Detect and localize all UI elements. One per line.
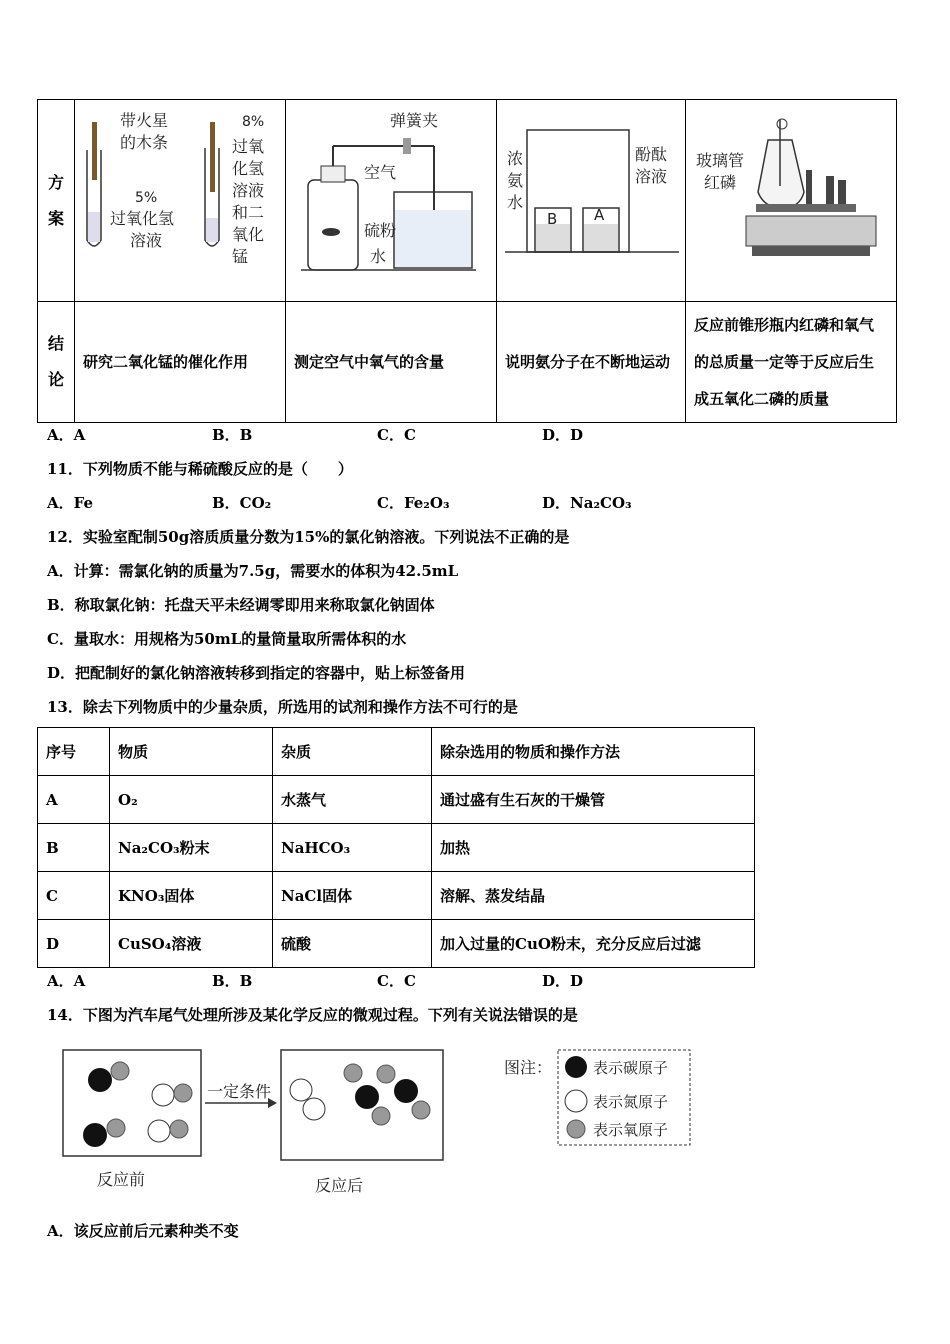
spring-clamp [403, 138, 411, 154]
table-cell: 加热 [432, 824, 755, 872]
conclusion-b: 测定空气中氧气的含量 [286, 302, 497, 423]
conical-flask [758, 140, 804, 208]
reaction-diagram [55, 1040, 715, 1205]
q10-row-header-plan [38, 100, 75, 302]
figure-label: 带火星 [120, 111, 169, 130]
figure-label: B [547, 210, 558, 228]
table-row [38, 920, 755, 968]
legend-item: 表示碳原子 [593, 1059, 669, 1077]
q13-table [37, 727, 755, 968]
header-char: 方 [47, 172, 64, 192]
table-cell: Na₂CO₃粉末 [110, 824, 273, 872]
balloon [777, 119, 787, 129]
q11-option-a[interactable]: A．Fe [47, 494, 94, 512]
table-cell: 水蒸气 [273, 776, 432, 824]
catalyst-experiment-figure [75, 100, 285, 297]
q10-figure-b [286, 100, 497, 302]
table-row [38, 824, 755, 872]
q13-option-a[interactable]: A．A [47, 972, 86, 990]
condition-label: 一定条件 [207, 1082, 272, 1101]
liquid [206, 218, 218, 242]
q12-option-d[interactable]: D．把配制好的氯化钠溶液转移到指定的容器中，贴上标签备用 [47, 664, 466, 682]
carbon-legend-icon [565, 1056, 587, 1078]
gas-bottle [308, 180, 358, 270]
figure-label: 溶液 [130, 231, 163, 250]
figure-label: A [594, 206, 605, 224]
figure-label: 溶液 [635, 167, 668, 186]
table-cell: KNO₃固体 [110, 872, 273, 920]
liquid-a [584, 224, 618, 251]
q12-option-b[interactable]: B．称取氯化钠：托盘天平未经调零即用来称取氯化钠固体 [47, 596, 435, 614]
balance-base [746, 216, 876, 246]
weight [826, 176, 834, 204]
table-cell: O₂ [110, 776, 273, 824]
combustion-spoon [322, 228, 340, 236]
figure-label: 溶液 [232, 181, 265, 200]
legend-item: 表示氮原子 [593, 1093, 669, 1111]
table-cell: 溶解、蒸发结晶 [432, 872, 755, 920]
figure-label: 空气 [364, 163, 397, 182]
table-cell: A [38, 776, 110, 824]
weight [806, 170, 812, 204]
oxygen-atom [170, 1120, 188, 1138]
oxygen-atom [372, 1107, 390, 1125]
q11-option-d[interactable]: D．Na₂CO₃ [542, 494, 632, 512]
table-cell: D [38, 920, 110, 968]
q10-figure-a [75, 100, 286, 302]
q13-option-c[interactable]: C．C [377, 972, 416, 990]
oxygen-atom [344, 1064, 362, 1082]
balance-foot [752, 246, 870, 256]
col-header: 物质 [110, 728, 273, 776]
figure-label: 酚酞 [635, 145, 668, 164]
before-box [63, 1050, 201, 1156]
q10-table [37, 99, 897, 423]
figure-label: 氧化 [232, 225, 265, 244]
legend-item: 表示氧原子 [593, 1121, 669, 1139]
oxygen-legend-icon [567, 1120, 585, 1138]
table-cell: CuSO₄溶液 [110, 920, 273, 968]
q14-option-a[interactable]: A．该反应前后元素种类不变 [47, 1222, 239, 1240]
table-cell: 加入过量的CuO粉末，充分反应后过滤 [432, 920, 755, 968]
conclusion-d: 反应前锥形瓶内红磷和氧气的总质量一定等于反应后生成五氧化二磷的质量 [686, 302, 897, 423]
wood-stick [92, 122, 97, 180]
oxygen-atom [174, 1084, 192, 1102]
figure-label: 玻璃管 [696, 151, 745, 170]
q10-option-b[interactable]: B．B [212, 426, 253, 444]
nitrogen-legend-icon [565, 1090, 587, 1112]
weight [838, 180, 846, 204]
figure-label: 锰 [232, 247, 249, 266]
carbon-atom [88, 1068, 112, 1092]
water [395, 210, 471, 267]
table-row [38, 872, 755, 920]
oxygen-atom [111, 1062, 129, 1080]
balance-beam [756, 204, 856, 212]
col-header: 杂质 [273, 728, 432, 776]
q12-option-a[interactable]: A．计算：需氯化钠的质量为7.5g，需要水的体积为42.5mL [47, 562, 459, 580]
figure-label: 过氧化氢 [110, 209, 175, 228]
nitrogen-atom [152, 1084, 174, 1106]
q11-option-b[interactable]: B．CO₂ [212, 494, 272, 512]
figure-label: 的木条 [120, 133, 169, 152]
table-cell: NaCl固体 [273, 872, 432, 920]
nitrogen-atom [148, 1120, 170, 1142]
q12-stem: 12．实验室配制50g溶质质量分数为15%的氯化钠溶液。下列说法不正确的是 [47, 528, 570, 546]
figure-label: 5% [135, 190, 158, 206]
figure-label: 浓 [507, 149, 524, 168]
table-header-row [38, 728, 755, 776]
q13-stem: 13．除去下列物质中的少量杂质，所选用的试剂和操作方法不可行的是 [47, 698, 518, 716]
ammonia-diffusion-figure [497, 100, 685, 297]
q14-stem: 14．下图为汽车尾气处理所涉及某化学反应的微观过程。下列有关说法错误的是 [47, 1006, 578, 1024]
nitrogen-atom [290, 1079, 312, 1101]
figure-label: 硫粉 [364, 221, 397, 240]
stopper [321, 166, 345, 182]
table-cell: 硫酸 [273, 920, 432, 968]
header-char: 结 [47, 334, 64, 353]
figure-label: 弹簧夹 [390, 111, 439, 130]
q12-option-c[interactable]: C．量取水：用规格为50mL的量筒量取所需体积的水 [47, 630, 407, 648]
wood-stick [210, 122, 215, 192]
q10-figure-d [686, 100, 897, 302]
liquid-b [536, 224, 570, 251]
legend-title: 图注： [504, 1058, 553, 1077]
table-row [38, 776, 755, 824]
figure-label: 过氧 [232, 137, 265, 156]
table-cell: NaHCO₃ [273, 824, 432, 872]
conclusion-c: 说明氨分子在不断地运动 [497, 302, 686, 423]
q13-option-d[interactable]: D．D [542, 972, 584, 990]
q11-option-c[interactable]: C．Fe₂O₃ [377, 494, 450, 512]
figure-label: 氨 [507, 171, 524, 190]
table-cell: B [38, 824, 110, 872]
q11-stem: 11．下列物质不能与稀硫酸反应的是（ ） [47, 460, 353, 478]
table-cell: C [38, 872, 110, 920]
figure-label: 化氢 [232, 159, 265, 178]
figure-label: 水 [370, 247, 387, 266]
q13-option-b[interactable]: B．B [212, 972, 253, 990]
col-header: 除杂选用的物质和操作方法 [432, 728, 755, 776]
figure-label: 红磷 [704, 173, 737, 192]
q10-option-a[interactable]: A．A [47, 426, 86, 444]
nitrogen-atom [303, 1098, 325, 1120]
carbon-atom [355, 1085, 379, 1109]
oxygen-content-figure [286, 100, 496, 297]
carbon-atom [394, 1079, 418, 1103]
figure-label: 水 [507, 193, 524, 212]
oxygen-atom [377, 1065, 395, 1083]
q10-option-c[interactable]: C．C [377, 426, 416, 444]
q10-figure-c [497, 100, 686, 302]
conclusion-a: 研究二氧化锰的催化作用 [75, 302, 286, 423]
table-cell: 通过盛有生石灰的干燥管 [432, 776, 755, 824]
after-label: 反应后 [315, 1176, 364, 1195]
header-char: 论 [47, 370, 64, 389]
oxygen-atom [107, 1119, 125, 1137]
oxygen-atom [412, 1101, 430, 1119]
q10-option-d[interactable]: D．D [542, 426, 584, 444]
liquid [88, 212, 100, 242]
mass-conservation-figure [686, 100, 896, 297]
before-label: 反应前 [97, 1170, 146, 1189]
q10-row-header-conclusion [38, 302, 75, 423]
figure-label: 和二 [232, 203, 265, 222]
col-header: 序号 [38, 728, 110, 776]
figure-label: 8% [242, 114, 265, 130]
carbon-atom [83, 1123, 107, 1147]
header-char: 案 [47, 208, 64, 228]
